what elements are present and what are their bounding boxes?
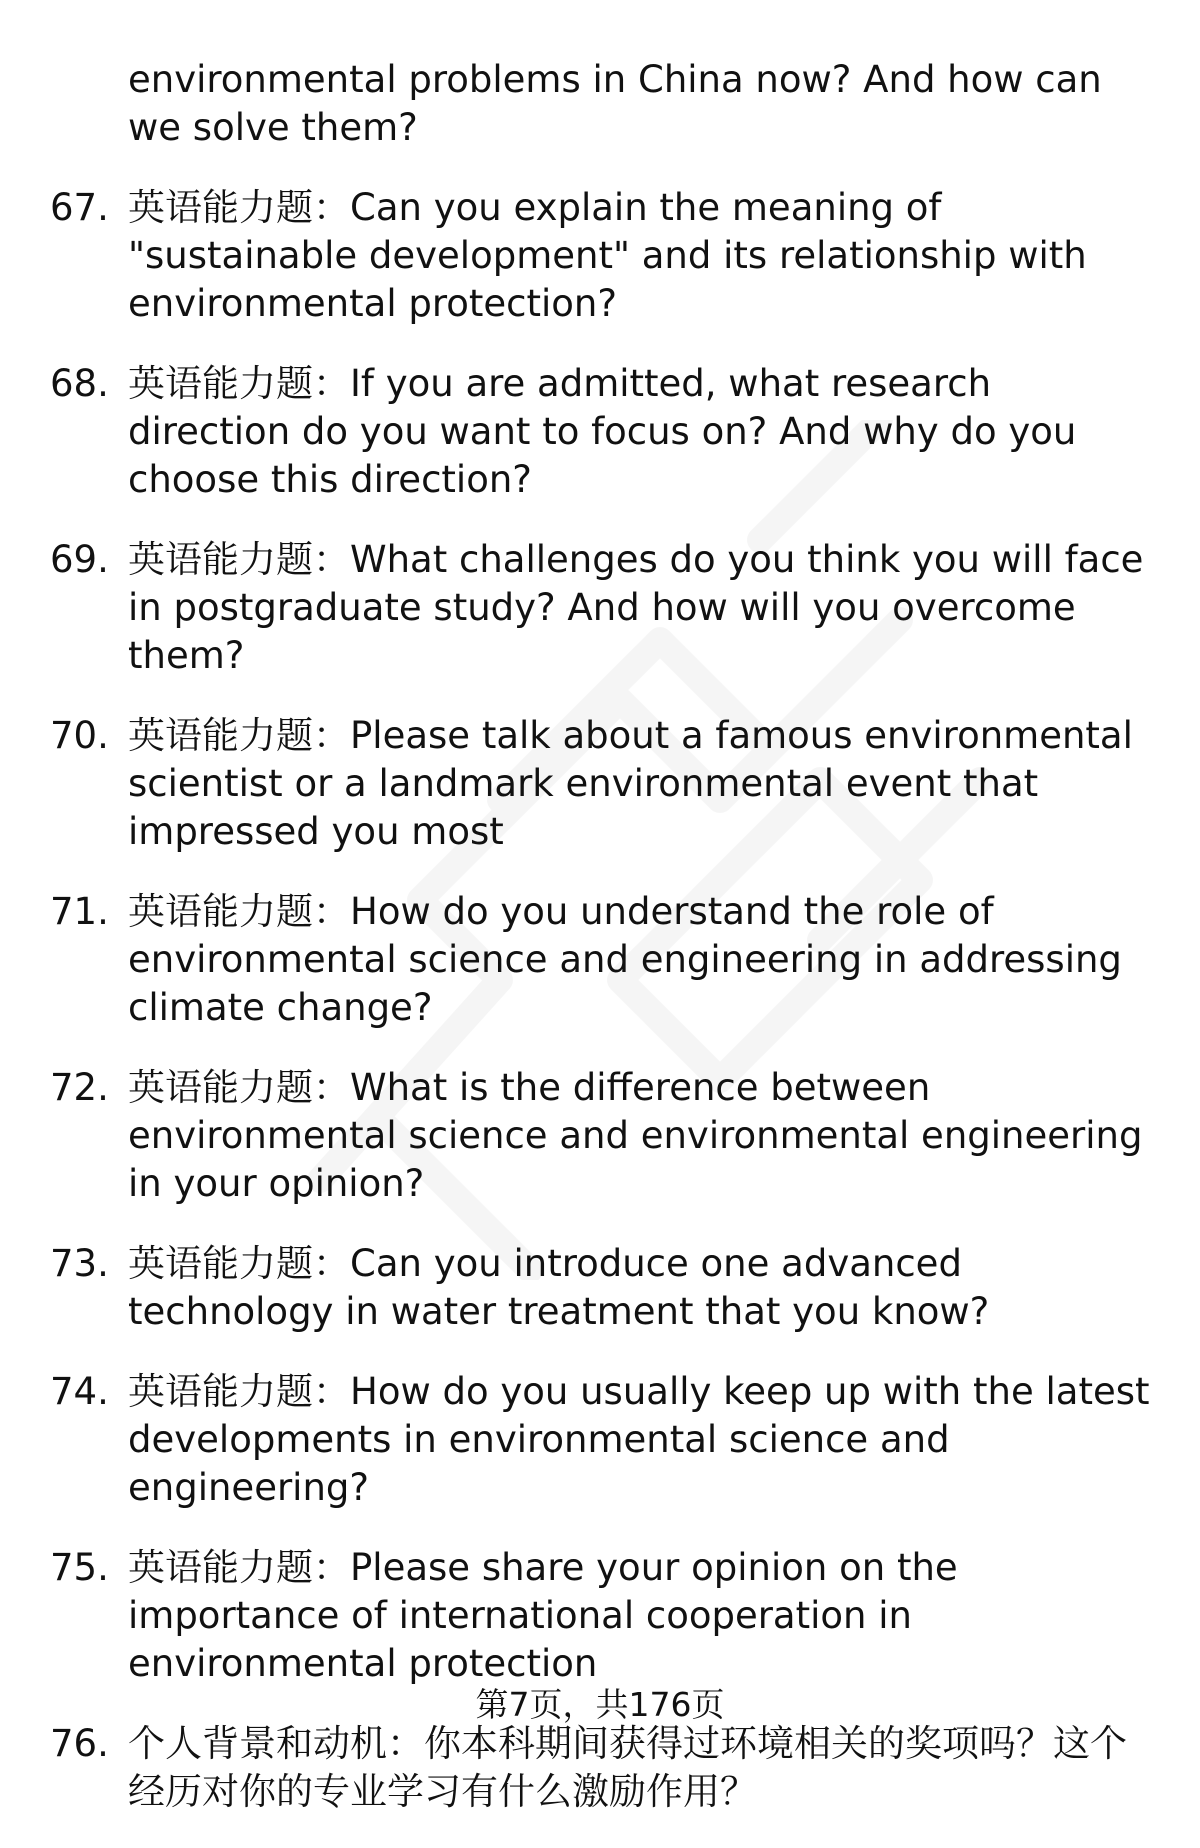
item-number: 69.	[50, 538, 109, 581]
list-item	[50, 1544, 1160, 1688]
item-text: 英语能力题：Please share your opinion on the importance of international cooperation in environmental protection	[128, 1546, 958, 1685]
list-item	[50, 536, 1160, 680]
item-text: 英语能力题：What challenges do you think you will face in postgraduate study? And how will you overcome them?	[128, 538, 1144, 677]
item-number: 75.	[50, 1546, 109, 1589]
continued-question-text: environmental problems in China now? And how can we solve them?	[128, 58, 1102, 149]
item-text: 英语能力题：What is the difference between environmental science and environmental engineering in your opinion?	[128, 1066, 1143, 1205]
list-item	[50, 1368, 1160, 1512]
item-text: 英语能力题：How do you understand the role of environmental science and engineering in addressing climate change?	[128, 890, 1122, 1029]
item-number: 74.	[50, 1370, 109, 1413]
list-item	[50, 712, 1160, 856]
item-number: 76.	[50, 1722, 109, 1765]
item-text: 英语能力题：Can you explain the meaning of "sustainable development" and its relationship with environmental protection?	[128, 186, 1087, 325]
question-list	[50, 56, 1160, 1848]
list-item	[50, 360, 1160, 504]
item-number: 73.	[50, 1242, 109, 1285]
list-item	[50, 1064, 1160, 1208]
item-text: 个人背景和动机：你本科期间获得过环境相关的奖项吗？这个经历对你的专业学习有什么激励作用？	[128, 1722, 1127, 1813]
item-number: 70.	[50, 714, 109, 757]
item-number: 71.	[50, 890, 109, 933]
list-item	[50, 1240, 1160, 1336]
item-text: 英语能力题：How do you usually keep up with the latest developments in environmental science and engineering?	[128, 1370, 1150, 1509]
page-number-footer: 第7页，共176页	[475, 1685, 725, 1724]
list-item	[50, 1720, 1160, 1816]
item-number: 67.	[50, 186, 109, 229]
item-text: 英语能力题：Can you introduce one advanced technology in water treatment that you know?	[128, 1242, 990, 1333]
list-item	[50, 888, 1160, 1032]
item-text: 英语能力题：If you are admitted, what research direction do you want to focus on? And why do you choose this direction?	[128, 362, 1077, 501]
item-number: 72.	[50, 1066, 109, 1109]
item-text: 英语能力题：Please talk about a famous environmental scientist or a landmark environmental event that impressed you most	[128, 714, 1133, 853]
list-item	[50, 184, 1160, 328]
item-number: 68.	[50, 362, 109, 405]
